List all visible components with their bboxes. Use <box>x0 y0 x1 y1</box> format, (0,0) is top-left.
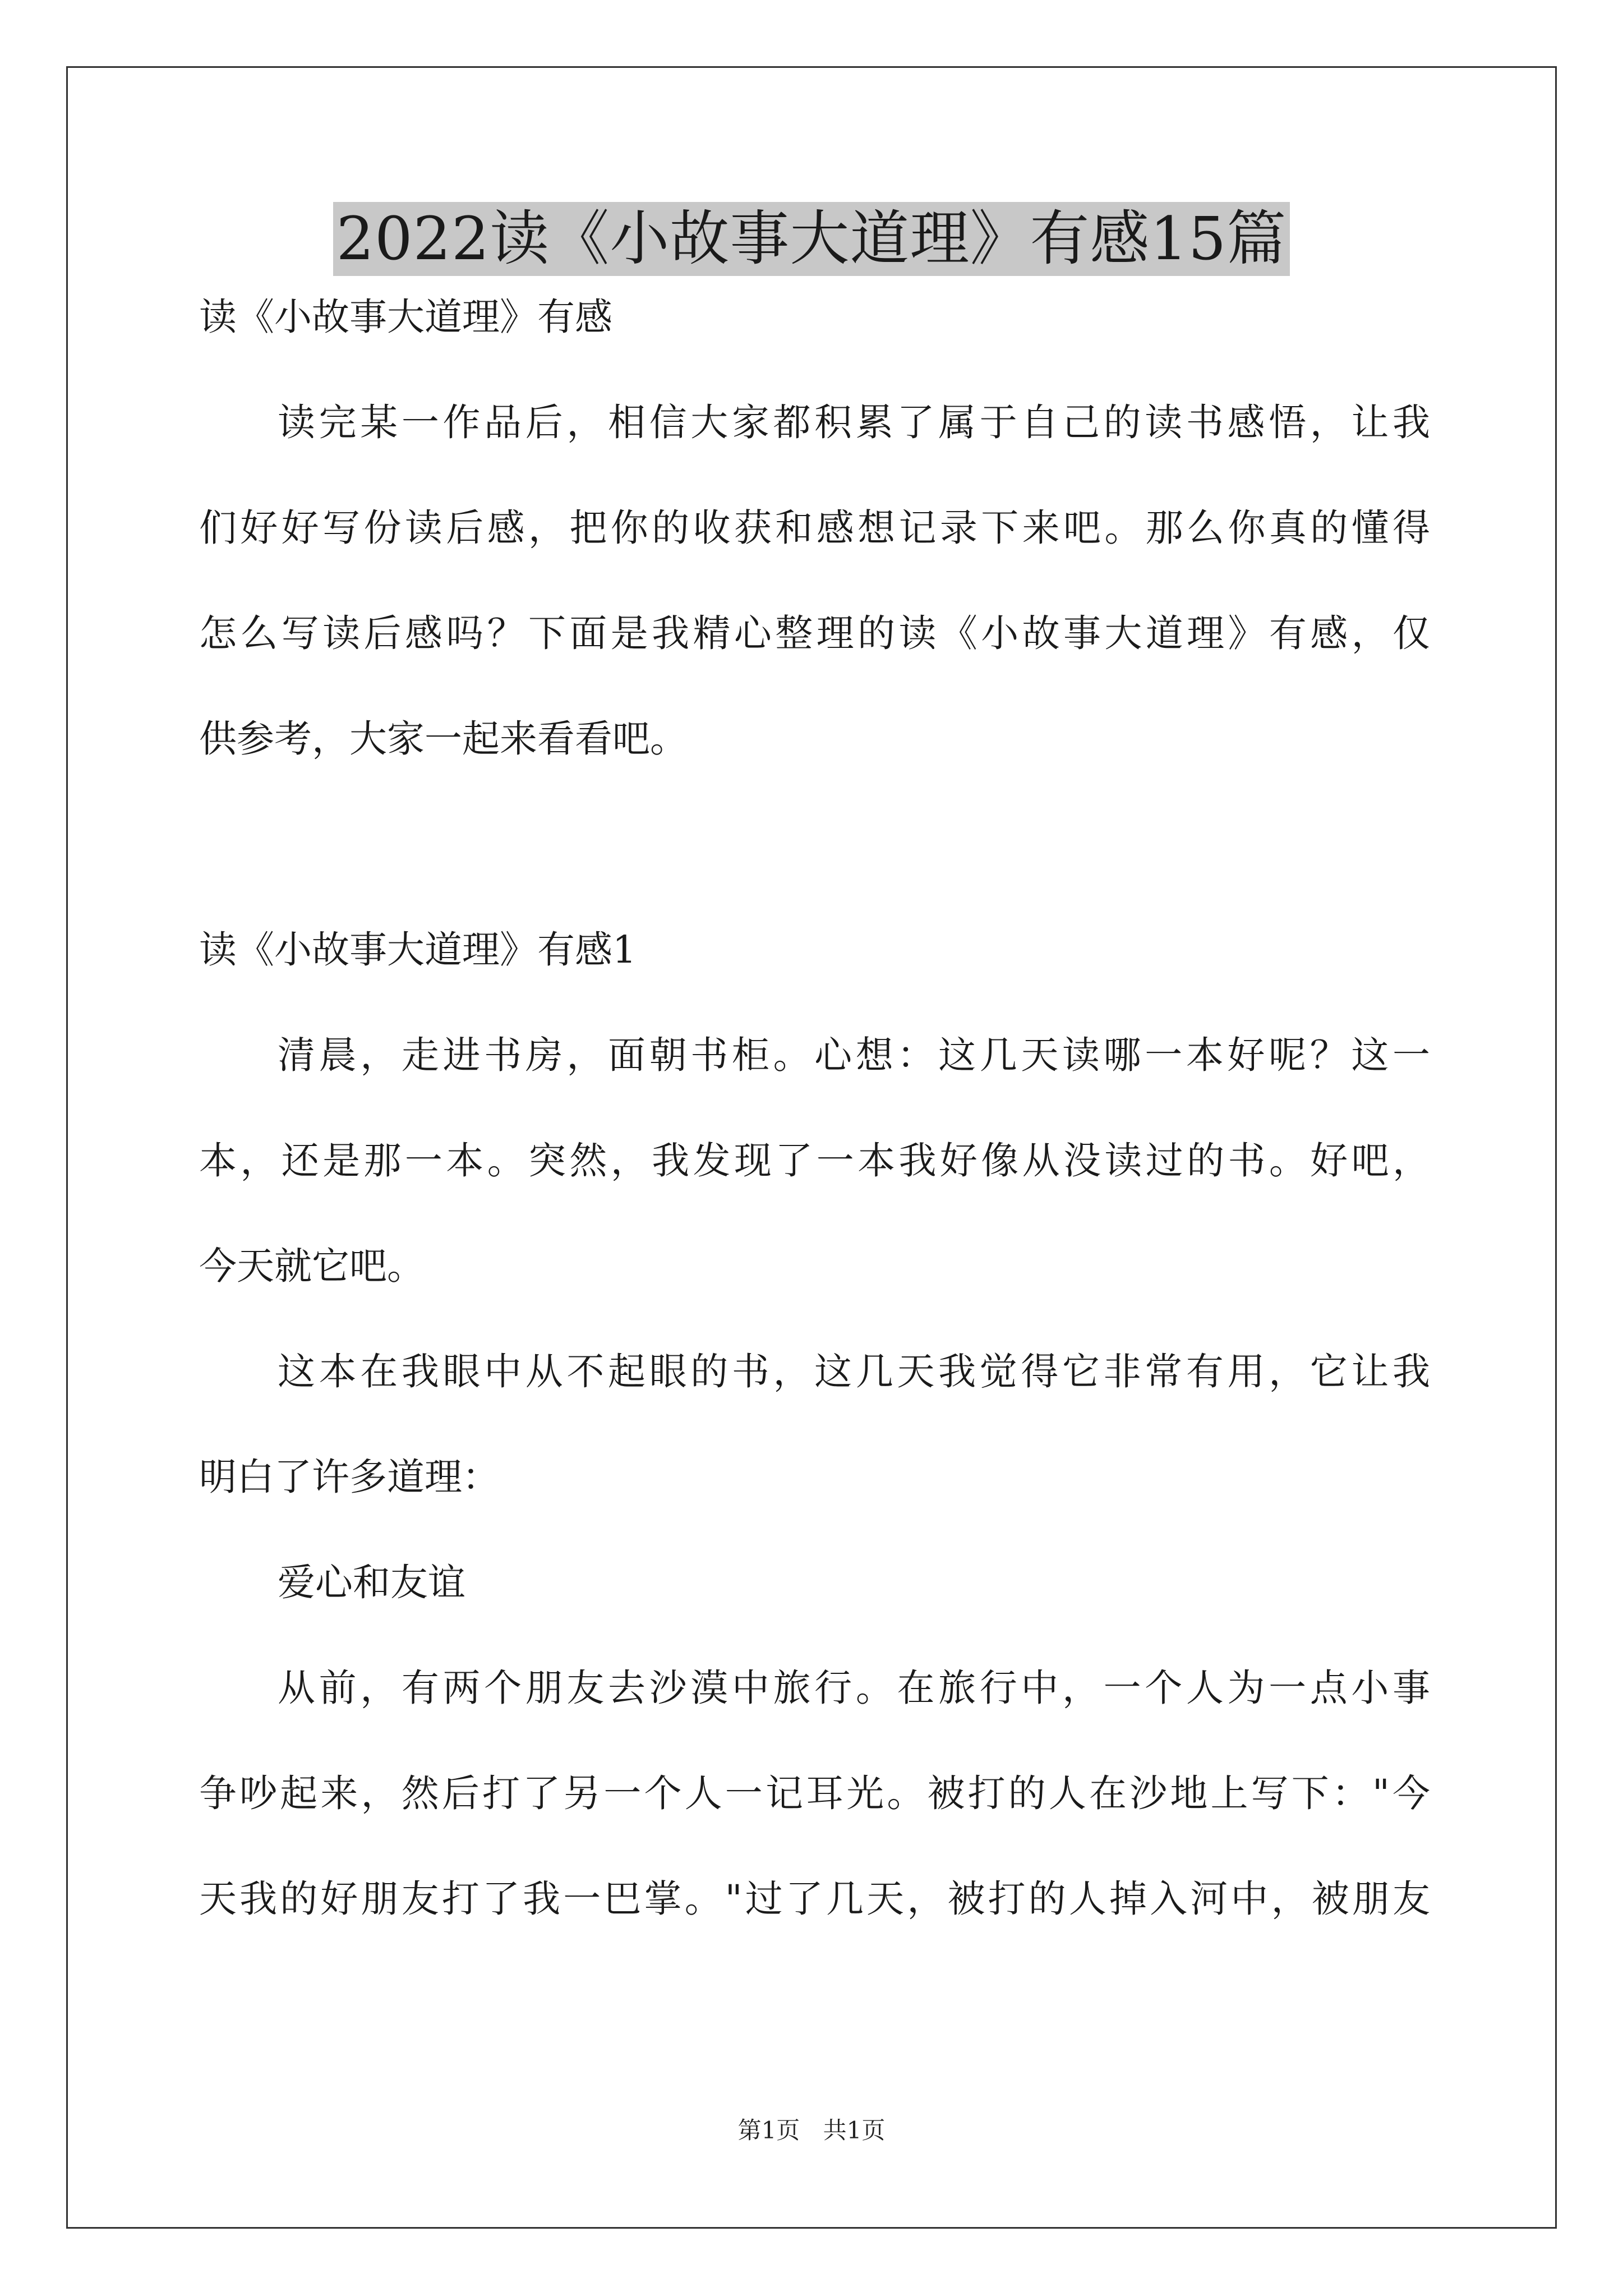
page-number: 第1页 <box>737 2116 800 2144</box>
text-line: 天我的好朋友打了我一巴掌。"过了几天，被打的人掉入河中，被朋友 <box>199 1877 1430 1921</box>
text-line: 清晨，走进书房，面朝书柜。心想：这几天读哪一本好呢？这一 <box>278 1033 1430 1077</box>
text-line: 们好好写份读后感，把你的收获和感想记录下来吧。那么你真的懂得 <box>199 506 1430 550</box>
text-line: 读完某一作品后，相信大家都积累了属于自己的读书感悟，让我 <box>278 401 1430 444</box>
text-line: 读《小故事大道理》有感1 <box>199 928 637 972</box>
text-line: 读《小故事大道理》有感 <box>199 295 612 339</box>
document-body <box>199 292 1430 1979</box>
text-line: 爱心和友谊 <box>278 1561 465 1604</box>
page-footer <box>0 2115 1623 2146</box>
text-line: 本，还是那一本。突然，我发现了一本我好像从没读过的书。好吧， <box>199 1139 1430 1182</box>
text-line: 这本在我眼中从不起眼的书，这几天我觉得它非常有用，它让我 <box>278 1350 1430 1393</box>
text-line: 明白了许多道理： <box>199 1455 500 1499</box>
title-container <box>0 202 1623 276</box>
text-line: 怎么写读后感吗？下面是我精心整理的读《小故事大道理》有感，仅 <box>199 611 1430 655</box>
document-title: 2022读《小故事大道理》有感15篇 <box>333 202 1290 276</box>
page-total: 共1页 <box>823 2116 886 2144</box>
text-line: 争吵起来，然后打了另一个人一记耳光。被打的人在沙地上写下："今 <box>199 1772 1430 1815</box>
text-line: 今天就它吧。 <box>199 1244 425 1288</box>
text-line: 供参考，大家一起来看看吧。 <box>199 717 688 761</box>
section-gap <box>199 819 1430 924</box>
text-line: 从前，有两个朋友去沙漠中旅行。在旅行中，一个人为一点小事 <box>278 1666 1430 1710</box>
